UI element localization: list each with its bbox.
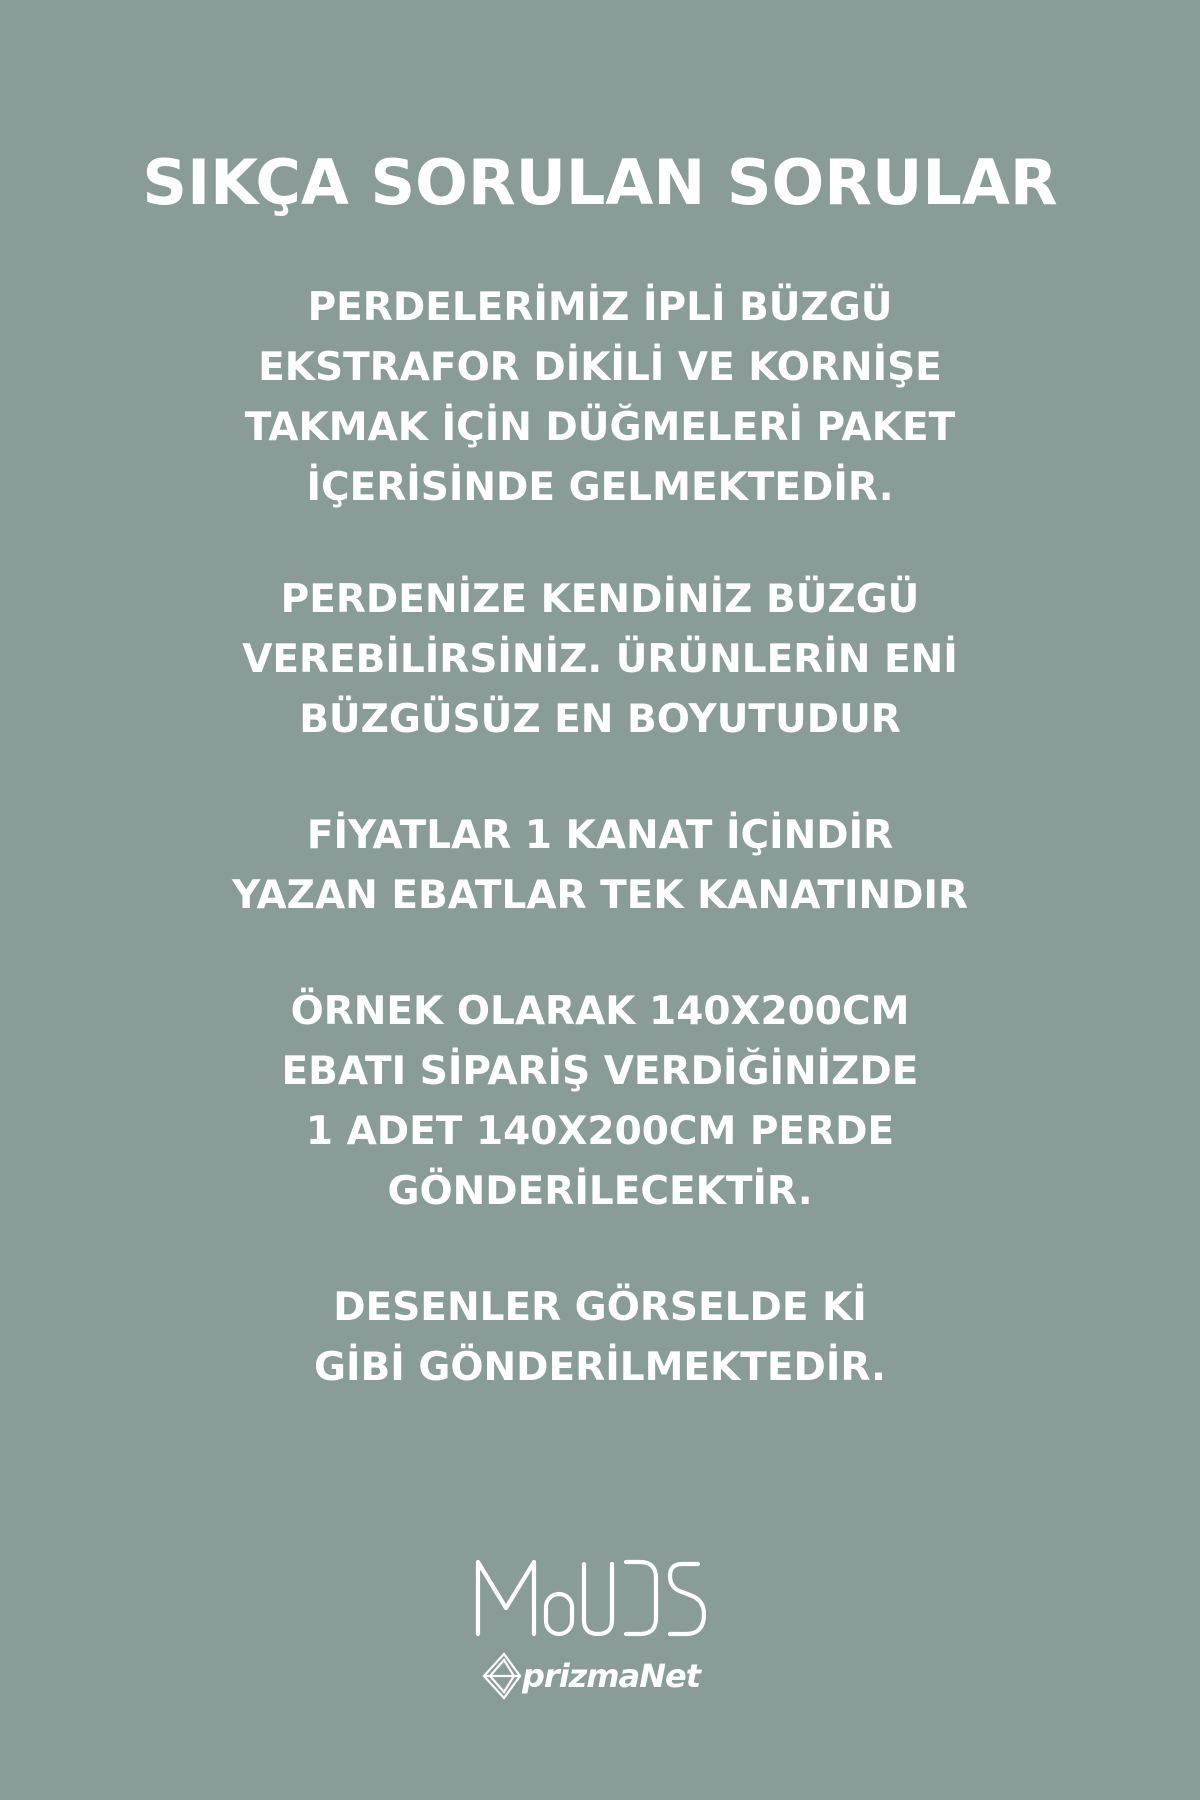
brand-logo (470, 1548, 740, 1708)
faq-line: TAKMAK İÇİN DÜĞMELERİ PAKET (244, 405, 956, 450)
faq-item-4 (0, 982, 1200, 1222)
faq-line: 1 ADET 140X200CM PERDE (305, 1109, 895, 1154)
faq-line: YAZAN EBATLAR TEK KANATINDIR (231, 873, 969, 918)
faq-line: GÖNDERİLECEKTİR. (387, 1169, 813, 1214)
faq-line: ÖRNEK OLARAK 140X200CM (290, 989, 910, 1034)
faq-item-5 (0, 1278, 1200, 1398)
faq-line: PERDELERİMİZ İPLİ BÜZGÜ (307, 285, 893, 330)
faq-line: GİBİ GÖNDERİLMEKTEDİR. (314, 1345, 886, 1390)
faq-item-1 (0, 278, 1200, 518)
sub-brand-text: prizmaNet (522, 1657, 700, 1695)
prizma-diamond-icon (484, 1654, 520, 1698)
faq-line: BÜZGÜSÜZ EN BOYUTUDUR (299, 697, 901, 742)
faq-line: İÇERİSİNDE GELMEKTEDİR. (306, 465, 894, 510)
faq-item-3 (0, 806, 1200, 926)
faq-line: FİYATLAR 1 KANAT İÇİNDİR (306, 813, 894, 858)
faq-item-2 (0, 570, 1200, 750)
faq-line: VEREBİLİRSİNİZ. ÜRÜNLERİN ENİ (242, 637, 958, 682)
faq-line: EBATI SİPARİŞ VERDİĞİNİZDE (281, 1049, 919, 1094)
page-title: SIKÇA SORULAN SORULAR (142, 146, 1058, 219)
faq-line: EKSTRAFOR DİKİLİ VE KORNİŞE (258, 345, 942, 390)
faq-line: PERDENİZE KENDİNİZ BÜZGÜ (280, 577, 920, 622)
faq-line: DESENLER GÖRSELDE Kİ (333, 1285, 867, 1330)
